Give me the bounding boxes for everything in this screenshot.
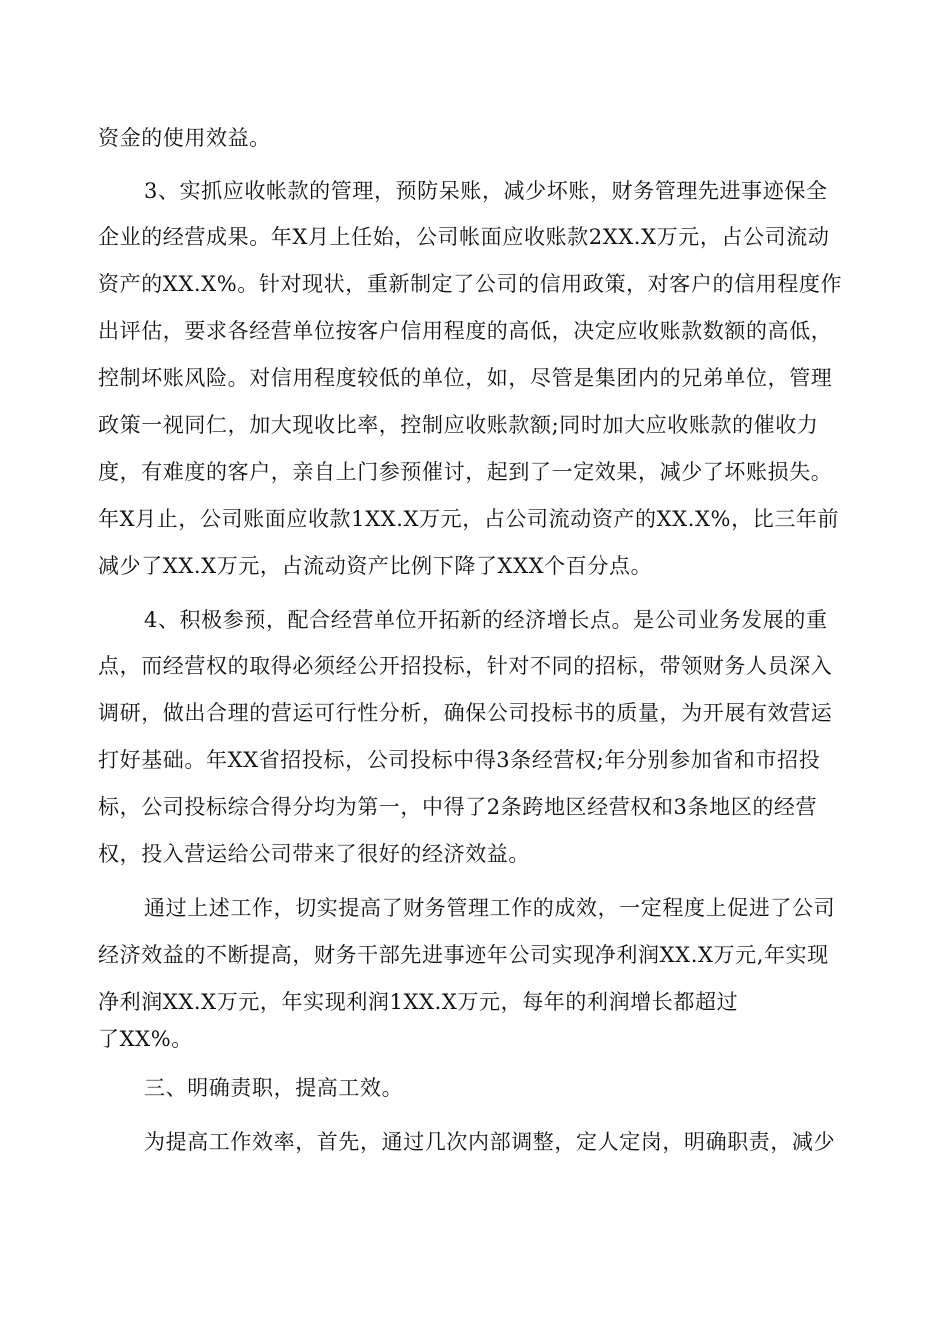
text-line-15: 标，公司投标综合得分均为第一，中得了2条跨地区经营权和3条地区的经营 [98, 795, 818, 819]
text-line-17: 通过上述工作，切实提高了财务管理工作的成效，一定程度上促进了公司 [144, 896, 836, 920]
text-line-10: 减少了XX.X万元，占流动资产比例下降了XXX个百分点。 [98, 554, 653, 578]
text-line-1: 资金的使用效益。 [98, 126, 271, 150]
text-line-2: 3、实抓应收帐款的管理，预防呆账，减少坏账，财务管理先进事迹保全 [144, 179, 828, 203]
section-heading: 三、明确责职，提高工效。 [144, 1076, 404, 1100]
text-line-14: 打好基础。年XX省招投标，公司投标中得3条经营权;年分别参加省和市招投 [98, 748, 821, 772]
text-line-5: 出评估，要求各经营单位按客户信用程度的高低，决定应收账款数额的高低， [98, 319, 833, 343]
text-line-16: 权，投入营运给公司带来了很好的经济效益。 [98, 842, 530, 866]
text-line-19: 净利润XX.X万元，年实现利润1XX.X万元，每年的利润增长都超过 [98, 990, 739, 1014]
text-line-7: 政策一视同仁，加大现收比率，控制应收账款额;同时加大应收账款的催收力 [98, 413, 819, 437]
text-line-6: 控制坏账风险。对信用程度较低的单位，如，尽管是集团内的兄弟单位，管理 [98, 366, 833, 390]
text-line-8: 度，有难度的客户，亲自上门参预催讨，起到了一定效果，减少了坏账损失。 [98, 460, 833, 484]
text-line-11: 4、积极参预，配合经营单位开拓新的经济增长点。是公司业务发展的重 [144, 608, 828, 632]
text-line-18: 经济效益的不断提高，财务干部先进事迹年公司实现净利润XX.X万元,年实现 [98, 943, 829, 967]
text-line-22: 为提高工作效率，首先，通过几次内部调整，定人定岗，明确职责，减少 [144, 1130, 836, 1154]
text-line-12: 点，而经营权的取得必须经公开招投标，针对不同的招标，带领财务人员深入 [98, 654, 833, 678]
text-line-20: 了XX%。 [98, 1027, 193, 1051]
text-line-3: 企业的经营成果。年X月上任始，公司帐面应收账款2XX.X万元，占公司流动 [98, 225, 830, 249]
text-line-13: 调研，做出合理的营运可行性分析，确保公司投标书的质量，为开展有效营运 [98, 701, 833, 725]
text-line-9: 年X月止，公司账面应收款1XX.X万元，占公司流动资产的XX.X%，比三年前 [98, 507, 840, 531]
text-line-4: 资产的XX.X%。针对现状，重新制定了公司的信用政策，对客户的信用程度作 [98, 272, 843, 296]
